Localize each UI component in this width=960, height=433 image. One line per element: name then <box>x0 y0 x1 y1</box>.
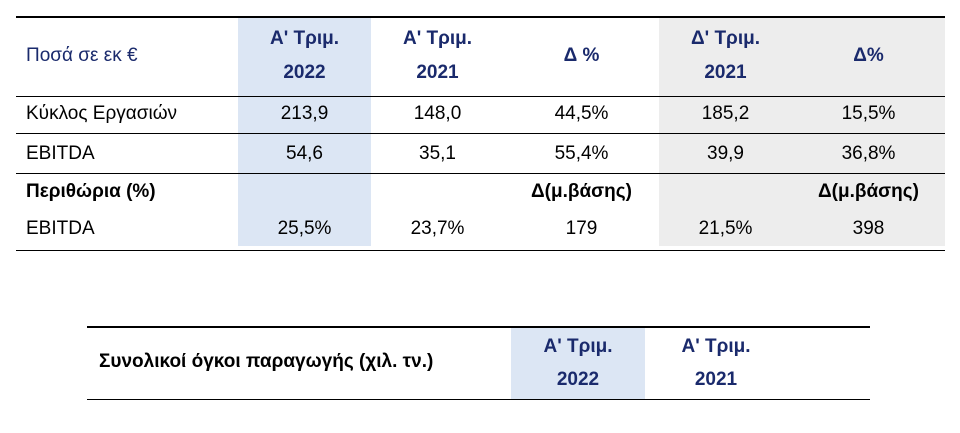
table-cell: 25,5% <box>277 218 332 239</box>
table-cell: 15,5% <box>841 103 896 124</box>
table-cell: 398 <box>852 218 885 239</box>
table-cell: 148,0 <box>413 103 462 124</box>
col-delta-pct: Δ % <box>563 45 600 66</box>
col-q4-2021-line2: 2021 <box>704 62 747 83</box>
margins-section-label: Περιθώρια (%) <box>26 181 156 202</box>
table-top-border <box>16 16 945 18</box>
col-q1-2021-line1: Α' Τριμ. <box>402 28 473 49</box>
table-cell: 185,2 <box>701 103 750 124</box>
amounts-unit-label: Ποσά σε εκ € <box>26 45 138 66</box>
table-cell: 36,8% <box>841 143 896 164</box>
col-q1-2021-line2: 2021 <box>416 62 459 83</box>
row-divider <box>16 133 945 134</box>
table-cell: 44,5% <box>554 103 609 124</box>
table-cell: 55,4% <box>554 143 609 164</box>
table-cell: 39,9 <box>707 143 744 164</box>
delta-bps-label-q4: Δ(μ.βάσης) <box>818 181 919 202</box>
col-delta-pct-q4: Δ% <box>853 45 884 66</box>
vol-col-q1-2021-line2: 2021 <box>694 369 738 390</box>
vol-col-q1-2022-line2: 2022 <box>556 369 600 390</box>
row-label-revenue: Κύκλος Εργασιών <box>26 103 178 124</box>
vol-col-q1-2022-line1: Α' Τριμ. <box>543 336 613 357</box>
table-bottom-border <box>16 250 945 251</box>
table-cell: 23,7% <box>410 218 465 239</box>
table-cell: 35,1 <box>419 143 456 164</box>
current-quarter-highlight <box>238 18 371 246</box>
table-cell: 179 <box>565 218 598 239</box>
col-q4-2021-line1: Δ' Τριμ. <box>691 28 760 49</box>
table-cell: 21,5% <box>698 218 753 239</box>
table-bottom-border <box>87 399 870 400</box>
row-label-ebitda-margin: EBITDA <box>26 218 95 239</box>
table-cell: 213,9 <box>280 103 329 124</box>
production-volumes-table <box>87 326 870 400</box>
table-top-border <box>87 326 870 328</box>
delta-bps-label: Δ(μ.βάσης) <box>531 181 632 202</box>
table-cell: 54,6 <box>286 143 323 164</box>
row-label-ebitda: EBITDA <box>26 143 95 164</box>
header-divider <box>16 96 945 97</box>
col-q1-2022-line1: Α' Τριμ. <box>269 28 340 49</box>
vol-col-q1-2021-line1: Α' Τριμ. <box>681 336 751 357</box>
volumes-title: Συνολικοί όγκοι παραγωγής (χιλ. τν.) <box>99 351 434 372</box>
col-q1-2022-line2: 2022 <box>283 62 326 83</box>
row-divider <box>16 173 945 174</box>
